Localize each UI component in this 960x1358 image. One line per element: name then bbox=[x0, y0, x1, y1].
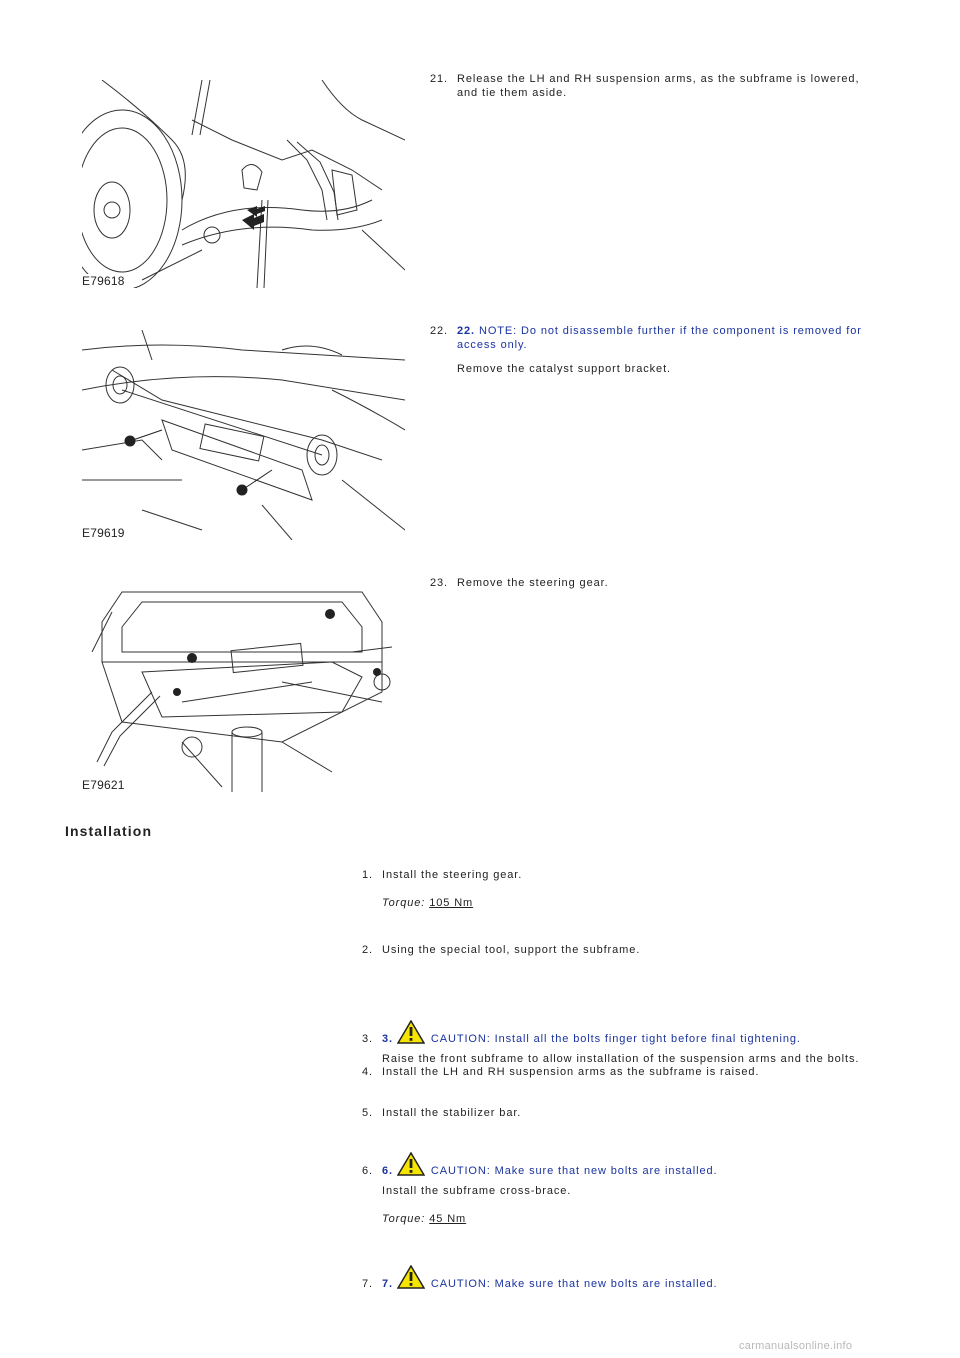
step-text: Install the stabilizer bar. bbox=[382, 1107, 522, 1119]
step-text: Remove the steering gear. bbox=[457, 577, 609, 589]
step-text: Using the special tool, support the subframe. bbox=[382, 944, 641, 956]
steering-gear-illustration bbox=[82, 582, 405, 792]
caution-step-label: 7. bbox=[382, 1278, 393, 1290]
step-text: Remove the catalyst support bracket. bbox=[457, 363, 671, 375]
caution-text: CAUTION: Make sure that new bolts are installed. bbox=[430, 1165, 718, 1177]
caution-warning-icon bbox=[397, 1265, 425, 1289]
torque-label: Torque: bbox=[382, 897, 426, 909]
figure-code: E79619 bbox=[82, 526, 125, 540]
figure-steering-gear bbox=[82, 582, 405, 792]
suspension-arms-illustration bbox=[82, 80, 405, 288]
step-number: 23. bbox=[430, 577, 448, 589]
caution-text: CAUTION: Install all the bolts finger tight before final tightening. bbox=[430, 1033, 801, 1045]
step-text: Install the steering gear. bbox=[382, 869, 523, 881]
step-text: Install the subframe cross-brace. bbox=[382, 1185, 572, 1197]
caution-line bbox=[382, 1152, 872, 1184]
caution-step-label: 3. bbox=[382, 1033, 393, 1045]
step-text: Install the LH and RH suspension arms as the subframe is raised. bbox=[382, 1066, 760, 1078]
step-number: 1. bbox=[362, 869, 373, 881]
torque-value-link[interactable]: 105 Nm bbox=[429, 897, 474, 909]
caution-warning-icon bbox=[397, 1020, 425, 1044]
caution-text: CAUTION: Make sure that new bolts are installed. bbox=[430, 1278, 718, 1290]
note-text: NOTE: Do not disassemble further if the component is removed for bbox=[478, 325, 862, 337]
caution-line bbox=[382, 1020, 872, 1052]
figure-code: E79618 bbox=[82, 274, 125, 288]
step-number: 21. bbox=[430, 73, 448, 85]
figure-catalyst-bracket bbox=[82, 330, 405, 540]
step-text-line: and tie them aside. bbox=[457, 87, 568, 99]
torque-label: Torque: bbox=[382, 1213, 426, 1225]
figure-suspension-arms bbox=[82, 80, 405, 288]
step-number: 5. bbox=[362, 1107, 373, 1119]
step-text-line: Release the LH and RH suspension arms, as the subframe is lowered, bbox=[457, 73, 860, 85]
step-number: 2. bbox=[362, 944, 373, 956]
figure-code: E79621 bbox=[82, 778, 125, 792]
caution-warning-icon bbox=[397, 1152, 425, 1176]
step-number: 22. bbox=[430, 325, 448, 337]
step-number: 4. bbox=[362, 1066, 373, 1078]
caution-step-label: 6. bbox=[382, 1165, 393, 1177]
catalyst-bracket-illustration bbox=[82, 330, 405, 540]
footer-watermark: carmanualsonline.info bbox=[739, 1340, 853, 1352]
torque-line bbox=[382, 1212, 872, 1226]
note-text-continued: access only. bbox=[457, 339, 528, 351]
step-number: 3. bbox=[362, 1033, 373, 1045]
step-number: 7. bbox=[362, 1278, 373, 1290]
torque-value-link[interactable]: 45 Nm bbox=[429, 1213, 467, 1225]
caution-line bbox=[382, 1265, 872, 1297]
note-step-label: 22. bbox=[457, 325, 475, 337]
torque-line bbox=[382, 896, 872, 910]
section-title-installation: Installation bbox=[65, 823, 153, 839]
step-text: Raise the front subframe to allow installation of the suspension arms and the bolts. bbox=[382, 1053, 860, 1065]
step-number: 6. bbox=[362, 1165, 373, 1177]
note-line bbox=[457, 324, 947, 338]
